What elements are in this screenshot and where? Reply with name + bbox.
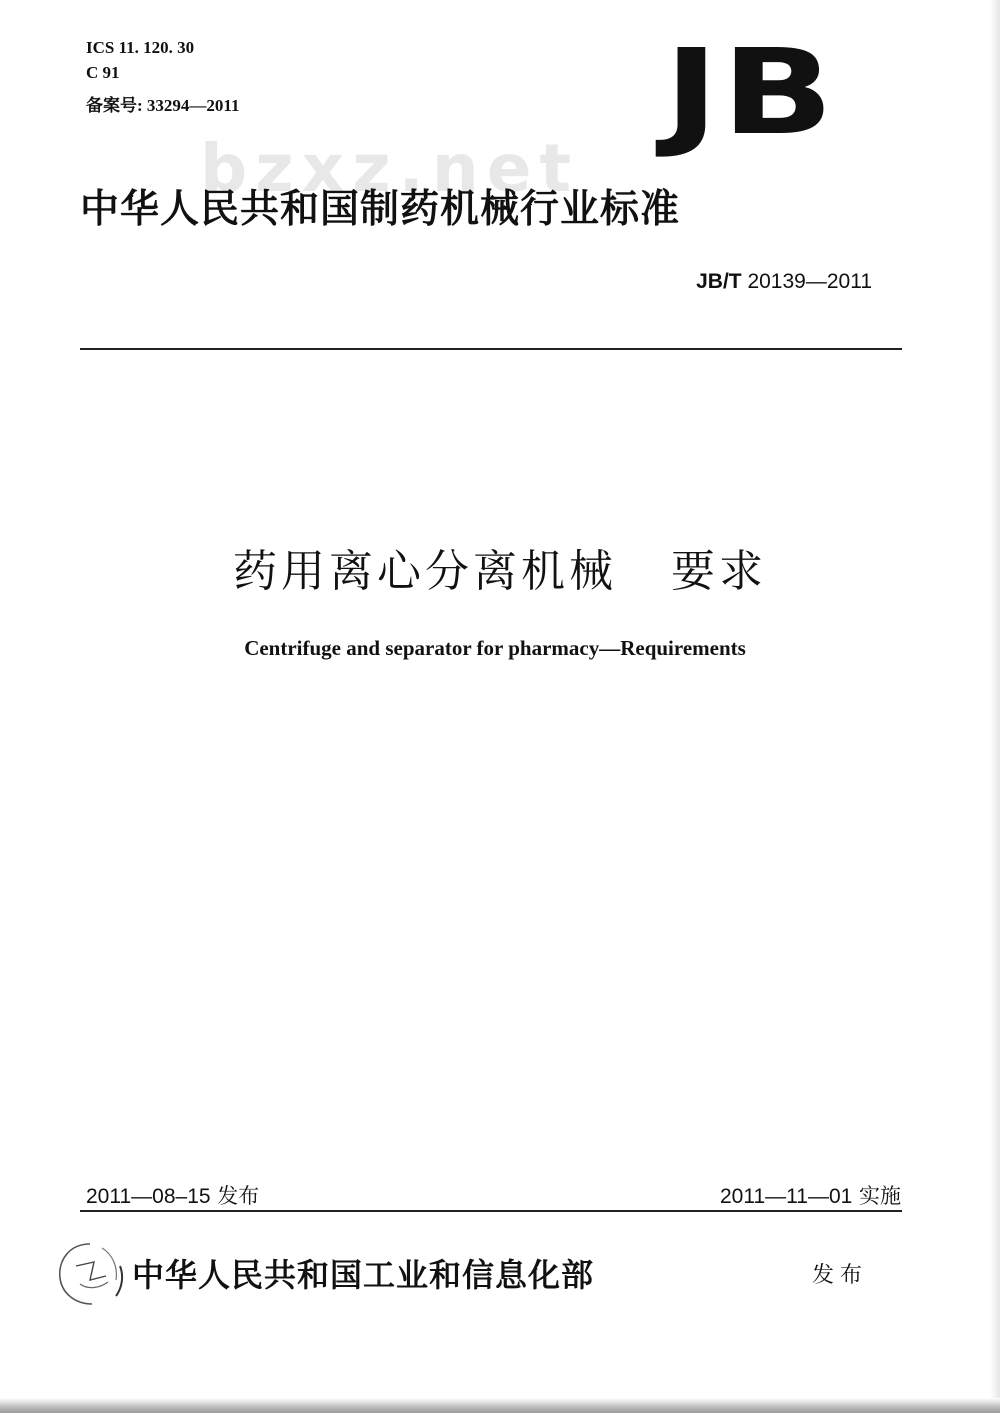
publish-date-value: 2011—08–15 xyxy=(86,1185,211,1208)
publish-date-label: 发布 xyxy=(210,1184,260,1208)
standard-code: 20139—2011 xyxy=(741,270,872,293)
publish-date xyxy=(86,1180,259,1210)
ics-code: ICS 11. 120. 30 xyxy=(86,38,195,57)
bottom-divider xyxy=(80,1210,902,1212)
effective-date xyxy=(720,1180,901,1210)
standard-number xyxy=(696,270,872,294)
document-title-en: Centrifuge and separator for pharmacy—Requirements xyxy=(244,636,746,660)
page-bottom-edge xyxy=(0,1398,1000,1413)
issued-label: 发布 xyxy=(812,1263,869,1288)
effective-date-label: 实施 xyxy=(852,1184,901,1208)
effective-date-value: 2011—11—01 xyxy=(719,1185,853,1208)
watermark: bzxz.net xyxy=(200,130,580,207)
jb-logo: JB xyxy=(664,23,837,161)
top-divider xyxy=(80,348,902,350)
document-title-cn: 药用离心分离机械 要求 xyxy=(233,546,767,597)
standard-prefix: JB/T xyxy=(696,270,742,293)
classification-code: C 91 xyxy=(86,63,120,82)
seal-stamp-icon xyxy=(50,1236,130,1312)
page-right-edge xyxy=(990,0,1000,1413)
industry-standard-title: 中华人民共和国制药机械行业标准 xyxy=(80,187,681,232)
issuing-authority: 中华人民共和国工业和信息化部 xyxy=(132,1256,595,1294)
record-number: 备案号: 33294—2011 xyxy=(86,96,240,115)
